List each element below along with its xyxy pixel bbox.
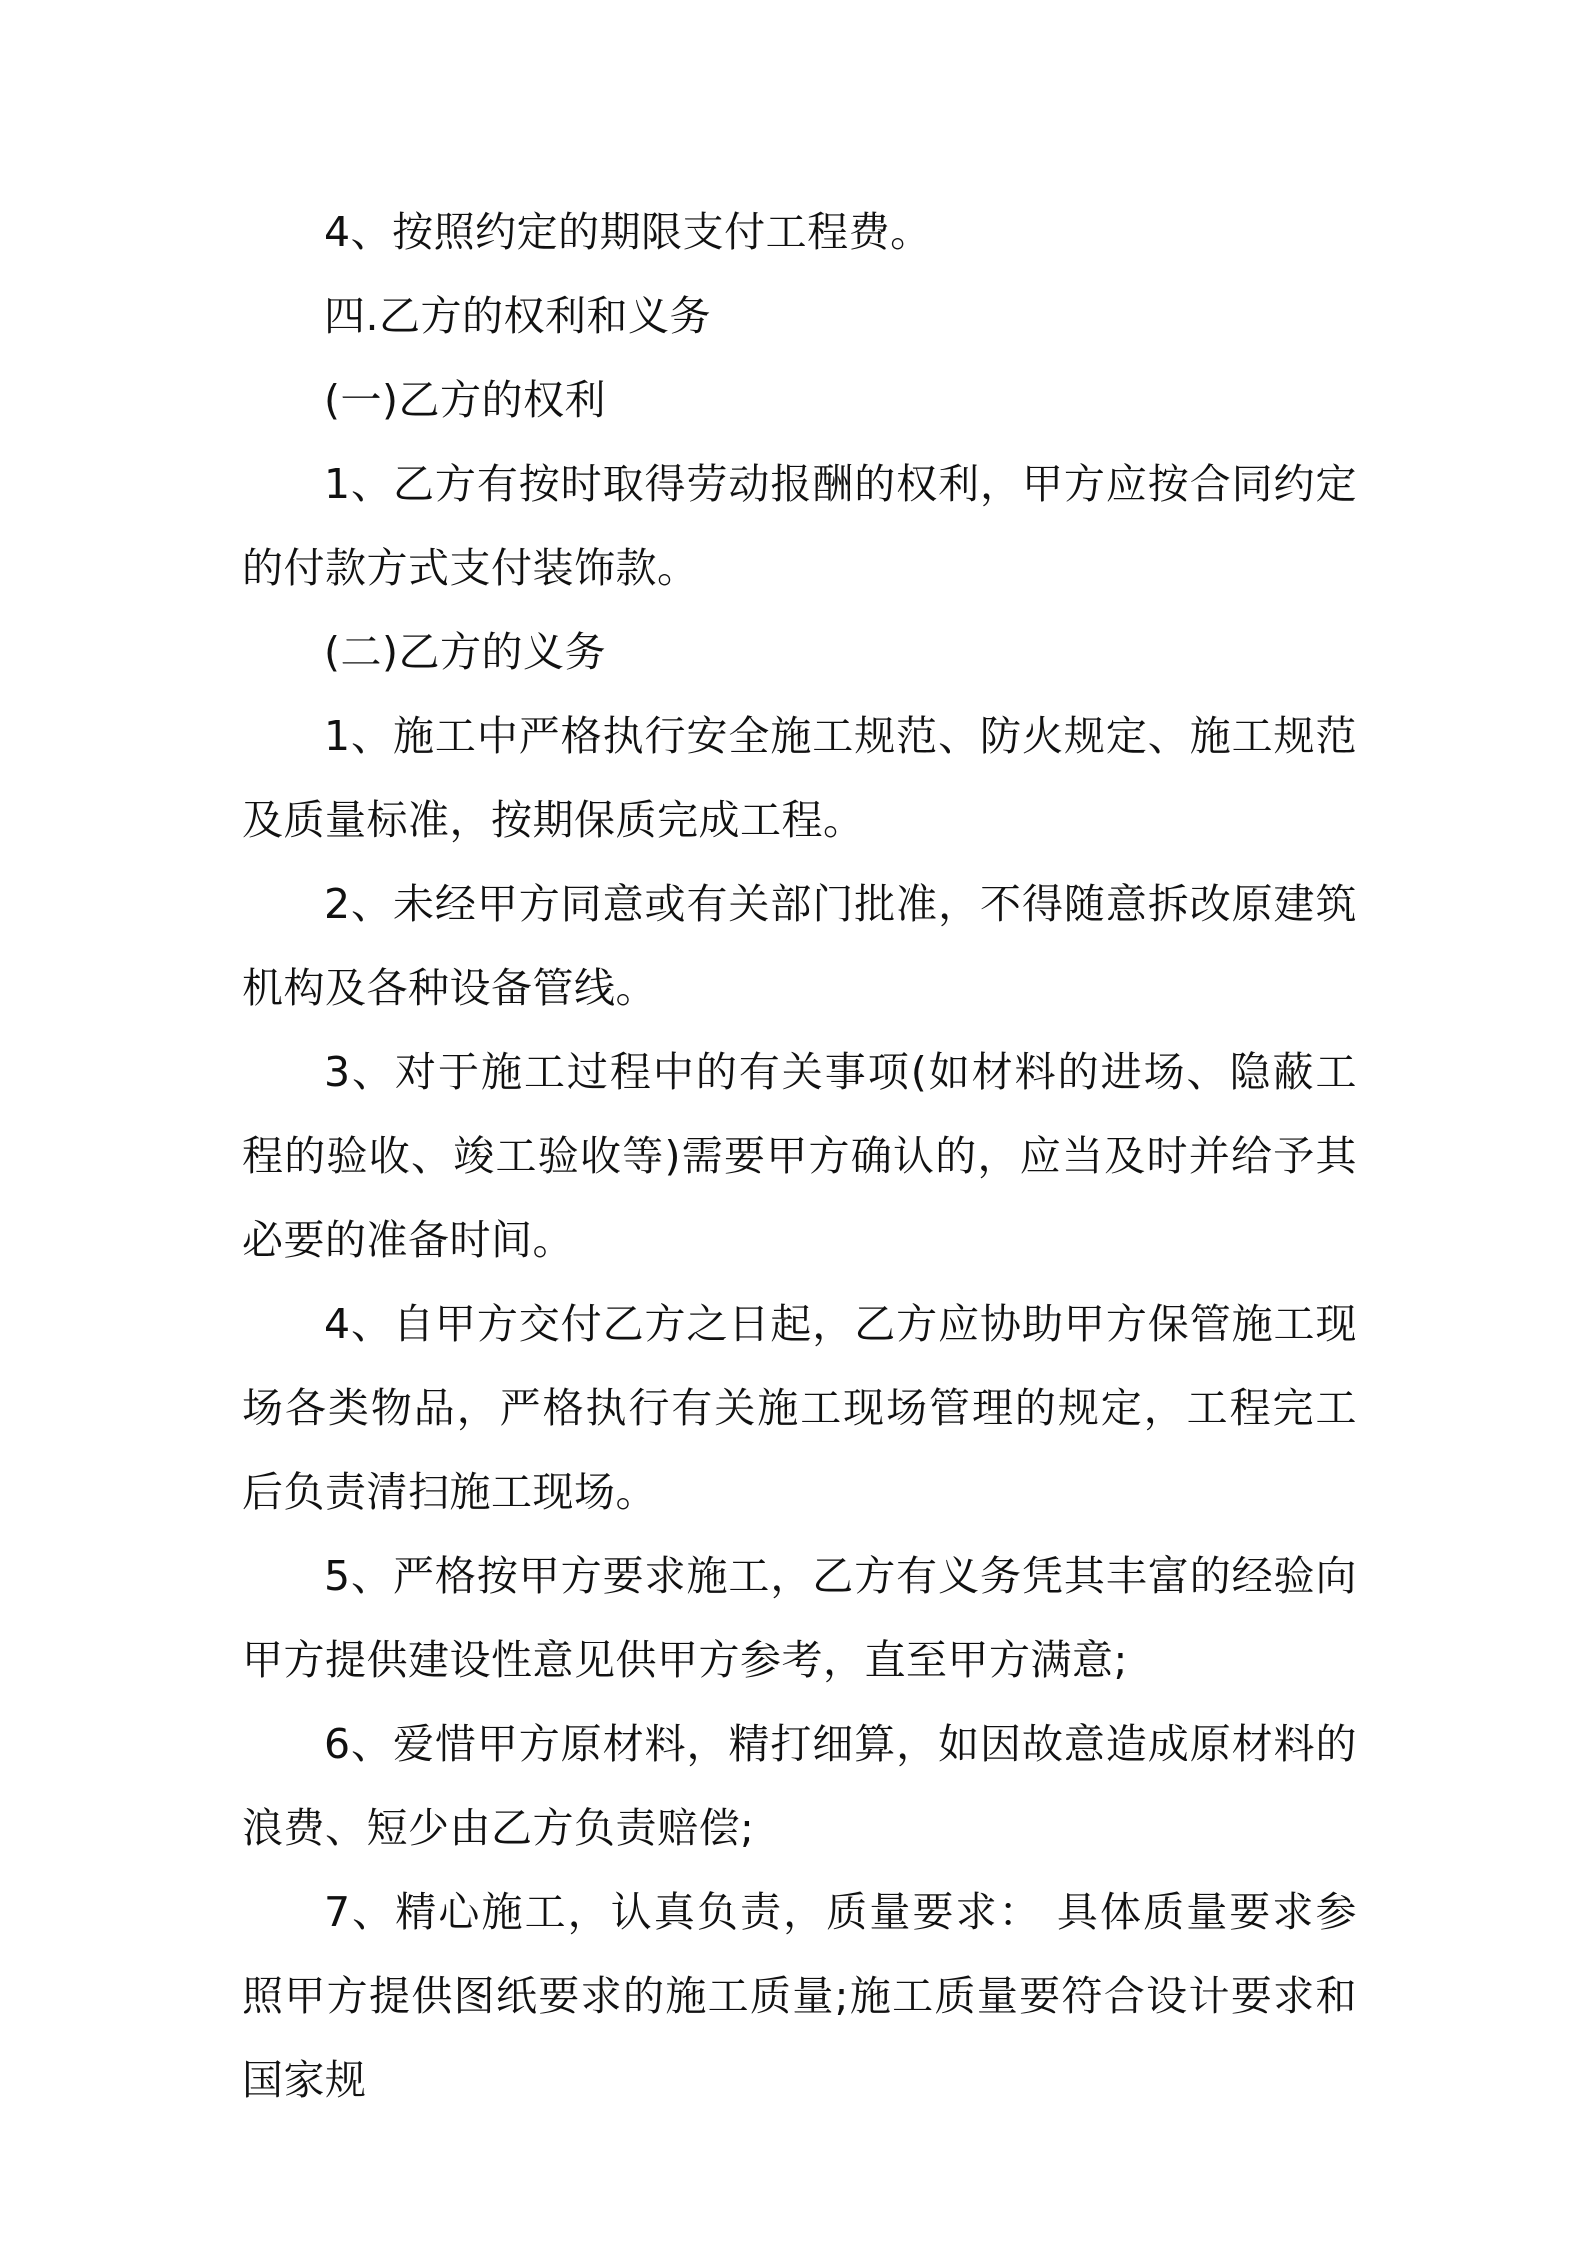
paragraph-obligation-3: 3、对于施工过程中的有关事项(如材料的进场、隐蔽工程的验收、竣工验收等)需要甲方确认的，应当及时并给予其必要的准备时间。 bbox=[242, 1048, 1357, 1264]
paragraph-obligation-7: 7、精心施工，认真负责，质量要求： 具体质量要求参照甲方提供图纸要求的施工质量;施工质量要符合设计要求和国家规 bbox=[242, 1888, 1357, 2104]
paragraph-obligation-5: 5、严格按甲方要求施工，乙方有义务凭其丰富的经验向甲方提供建设性意见供甲方参考，直至甲方满意; bbox=[242, 1552, 1357, 1684]
paragraph-obligation-1: 1、施工中严格执行安全施工规范、防火规定、施工规范及质量标准，按期保质完成工程。 bbox=[242, 712, 1357, 844]
paragraph-clause-4-payment: 4、按照约定的期限支付工程费。 bbox=[324, 208, 932, 256]
subsection-heading-obligations: (二)乙方的义务 bbox=[324, 628, 606, 676]
paragraph-obligation-2: 2、未经甲方同意或有关部门批准，不得随意拆改原建筑机构及各种设备管线。 bbox=[242, 880, 1357, 1012]
document-body bbox=[242, 190, 1357, 2122]
subsection-heading-rights: (一)乙方的权利 bbox=[324, 376, 606, 424]
paragraph-rights-1: 1、乙方有按时取得劳动报酬的权利，甲方应按合同约定的付款方式支付装饰款。 bbox=[242, 460, 1357, 592]
paragraph-obligation-6: 6、爱惜甲方原材料，精打细算，如因故意造成原材料的浪费、短少由乙方负责赔偿; bbox=[242, 1720, 1357, 1852]
paragraph-obligation-4: 4、自甲方交付乙方之日起，乙方应协助甲方保管施工现场各类物品，严格执行有关施工现场管理的规定，工程完工后负责清扫施工现场。 bbox=[242, 1300, 1357, 1516]
section-heading-4: 四.乙方的权利和义务 bbox=[324, 292, 712, 340]
